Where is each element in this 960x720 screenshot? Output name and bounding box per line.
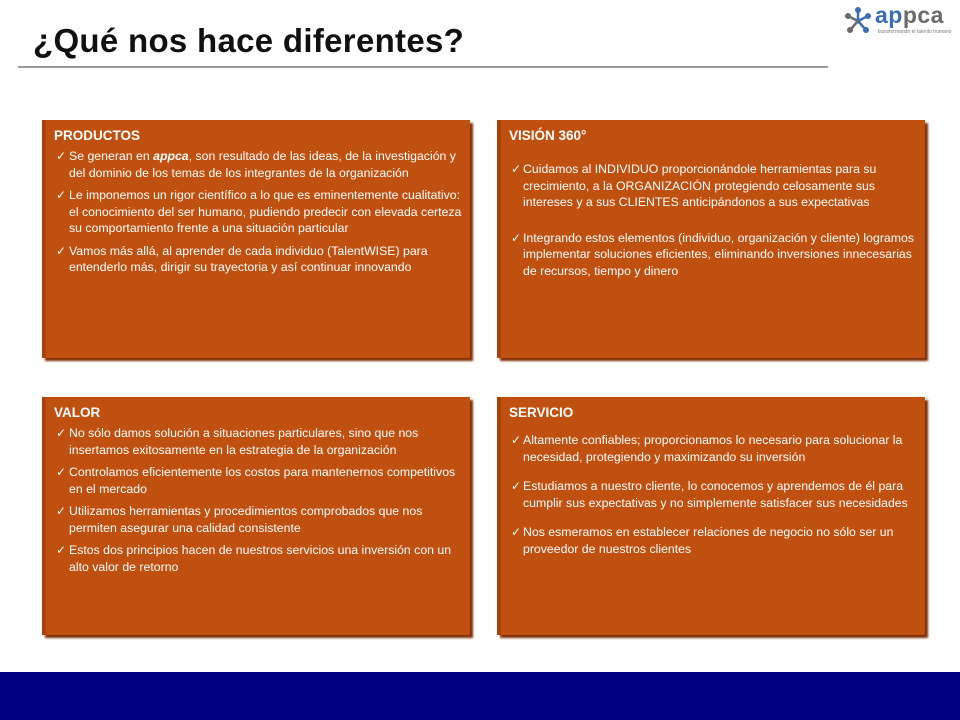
list-item: ✓ Integrando estos elementos (individuo, organización y cliente) logramos implementar soluciones eficientes, eliminando inversiones innecesarias de recursos, tiempo y dinero xyxy=(511,230,914,278)
checkmark-icon: ✓ xyxy=(56,243,67,258)
list-item: ✓ Utilizamos herramientas y procedimientos comprobados que nos permiten asegurar una calidad consistente xyxy=(56,504,423,535)
checkmark-icon: ✓ xyxy=(56,188,67,202)
page-title: ¿Qué nos hace diferentes? xyxy=(33,22,465,59)
footer-bar xyxy=(0,672,960,720)
list-item: ✓ Le imponemos un rigor científico a lo que es eminentemente cualitativo: el conocimiento del ser humano, pudiendo predecir con elevada certeza su comportamiento frente a una situación particular xyxy=(56,188,462,235)
list-item: ✓ Se generan en appca, son resultado de las ideas, de la investigación y del dominio de los temas de los integrantes de la organización xyxy=(56,149,456,180)
list-item: ✓ Estos dos principios hacen de nuestros servicios una inversión con un alto valor de retorno xyxy=(56,543,452,574)
checkmark-icon: ✓ xyxy=(511,230,522,245)
list-item: ✓ Estudiamos a nuestro cliente, lo conocemos y aprendemos de él para cumplir sus expectativas y no simplemente satisfacer sus necesidades xyxy=(511,479,908,510)
checkmark-icon: ✓ xyxy=(511,479,522,493)
logo-wordmark: appca xyxy=(875,2,944,28)
list-item: ✓ No sólo damos solución a situaciones particulares, sino que nos insertamos exitosamente en la estrategia de la organización xyxy=(56,426,419,457)
checkmark-icon: ✓ xyxy=(511,525,522,539)
checkmark-icon: ✓ xyxy=(56,543,67,557)
list-item: ✓ Vamos más allá, al aprender de cada individuo (TalentWISE) para entenderlo más, dirigir su trayectoria y así continuar innovando xyxy=(56,243,428,274)
checkmark-icon: ✓ xyxy=(511,162,522,176)
appca-logo xyxy=(840,4,952,40)
vision-360-card xyxy=(497,120,925,358)
card-heading: VISIÓN 360° xyxy=(509,128,587,143)
title-divider xyxy=(18,66,828,68)
list-item: ✓ Altamente confiables; proporcionamos lo necesario para solucionar la necesidad, protegiendo y maximizando su inversión xyxy=(511,433,903,464)
checkmark-icon: ✓ xyxy=(56,149,67,163)
card-heading: VALOR xyxy=(54,405,101,420)
checkmark-icon: ✓ xyxy=(56,426,67,440)
card-heading: SERVICIO xyxy=(509,405,574,420)
checkmark-icon: ✓ xyxy=(511,433,522,447)
logo-tagline: transformando el talento humano xyxy=(878,29,952,35)
list-item: ✓ Controlamos eficientemente los costos para mantenernos competitivos en el mercado xyxy=(56,465,456,496)
servicio-card xyxy=(497,397,925,635)
productos-card xyxy=(42,120,470,358)
list-item: ✓ Nos esmeramos en establecer relaciones de negocio no sólo ser un proveedor de nuestros clientes xyxy=(511,525,894,556)
card-heading: PRODUCTOS xyxy=(54,128,141,143)
people-network-icon xyxy=(842,5,874,37)
valor-card xyxy=(42,397,470,635)
checkmark-icon: ✓ xyxy=(56,465,67,479)
list-item: ✓ Cuidamos al INDIVIDUO proporcionándole herramientas para su crecimiento, a la ORGANIZACIÓN protegiendo celosamente sus intereses y a sus CLIENTES anticipándonos a sus expectativas xyxy=(511,162,877,209)
checkmark-icon: ✓ xyxy=(56,504,67,518)
